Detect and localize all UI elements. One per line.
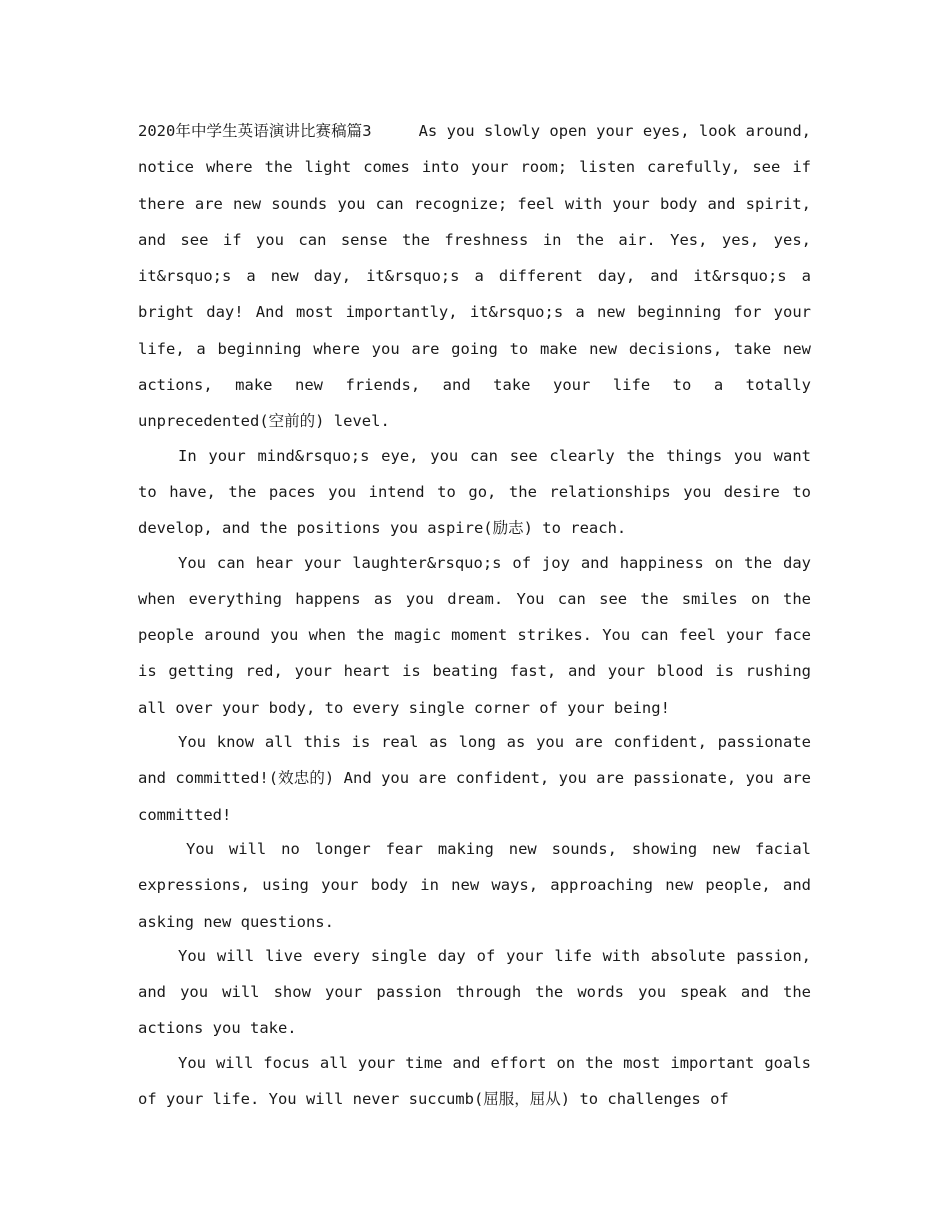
document-body	[138, 113, 811, 1115]
paragraph-passion: You will live every single day of your life with absolute passion, and you will show your passion through the words you speak and the actions you take.	[138, 946, 811, 1038]
paragraph-confident: You know all this is real as long as you are confident, passionate and committed!(效忠的) And you are confident, you are passionate, you are committed!	[138, 733, 811, 824]
paragraph-laughter: You can hear your laughter&rsquo;s of joy and happiness on the day when everything happens as you dream. You can see the smiles on the people around you when the magic moment strikes. You can feel your face is getting red, your heart is beating fast, and your blood is rushing all over your body, to every single corner of your being!	[138, 553, 811, 717]
paragraph-minds-eye: In your mind&rsquo;s eye, you can see clearly the things you want to have, the paces you intend to go, the relationships you desire to develop, and the positions you aspire(励志) to reach.	[138, 446, 811, 538]
paragraph-focus: You will focus all your time and effort on the most important goals of your life. You will never succumb(屈服，屈从) to challenges of	[138, 1053, 811, 1109]
paragraph-no-fear: You will no longer fear making new sounds, showing new facial expressions, using your body in new ways, approaching new people, and asking new questions.	[138, 839, 811, 931]
paragraph-intro: 2020年中学生英语演讲比赛稿篇3 As you slowly open your eyes, look around, notice where the light comes into your room; listen carefully, see if there are new sounds you can recognize; feel with your body and spirit, and see if you can sense the freshness in the air. Yes, yes, yes, it&rsquo;s a new day, it&rsquo;s a different day, and it&rsquo;s a bright day! And most importantly, it&rsquo;s a new beginning for your life, a beginning where you are going to make new decisions, take new actions, make new friends, and take your life to a totally unprecedented(空前的) level.	[138, 122, 811, 431]
